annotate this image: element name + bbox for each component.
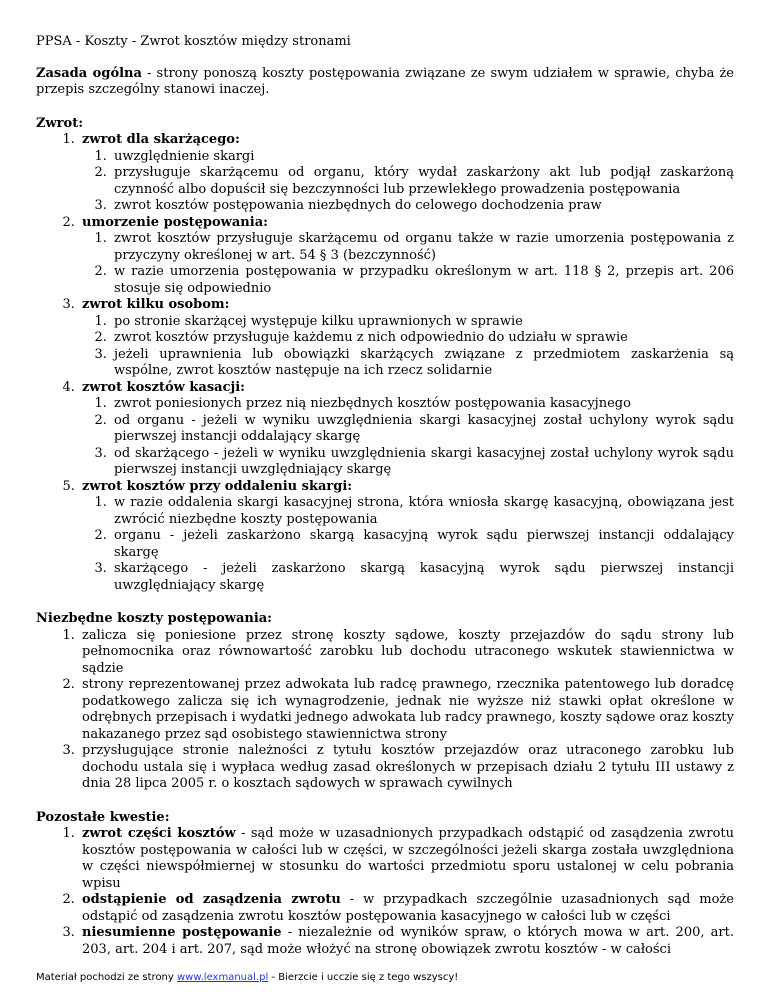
section-zwrot (36, 116, 734, 595)
sub-list (82, 495, 734, 594)
sub-list (82, 314, 734, 380)
sub-list (82, 231, 734, 297)
sub-list-item: 1. uwzględnienie skargi (111, 149, 734, 166)
document-page (36, 34, 734, 975)
pozostale-list (36, 826, 734, 958)
list-item-title: zwrot kosztów przy oddaleniu skargi: (82, 478, 353, 494)
intro-label: Zasada ogólna (36, 65, 142, 81)
list-item-title: zwrot dla skarżącego: (82, 132, 240, 147)
section-heading: Pozostałe kwestie: (36, 809, 170, 825)
sub-list-item: 2. od organu - jeżeli w wyniku uwzględnienia skargi kasacyjnej został uchylony wyrok sądu pierwszej instancji oddalający skargę (111, 413, 734, 446)
niezbedne-list (36, 628, 734, 793)
list-item: 1. zalicza się poniesione przez stronę koszty sądowe, koszty przejazdów do sądu strony lub pełnomocnika oraz równowartość zarobku lub dochodu utraconego wskutek stawiennictwa w sądzie (79, 628, 734, 678)
sub-list-item: 1. zwrot poniesionych przez nią niezbędnych kosztów postępowania kasacyjnego (111, 396, 734, 413)
intro-text: - strony ponoszą koszty postępowania związane ze swym udziałem w sprawie, chyba że przepis szczególny stanowi inaczej. (36, 65, 735, 97)
list-item: 2. strony reprezentowanej przez adwokata lub radcę prawnego, rzecznika patentowego lub doradcę podatkowego zalicza się ich wynagrodzenie, jednak nie wyższe niż stawki opłat określone w odrębnych przepisach i wydatki jednego adwokata lub radcy prawnego, koszty sądowe oraz koszty nakazanego przez sąd osobistego stawiennictwa strony (79, 677, 734, 743)
list-item (79, 132, 734, 215)
list-item-label: niesumienne postępowanie (82, 925, 282, 940)
sub-list-item: 2. przysługuje skarżącemu od organu, który wydał zaskarżony akt lub podjął zaskarżoną czynność albo dopuścił się bezczynności lub przewlekłego prowadzenia postępowania (111, 165, 734, 198)
zwrot-list (36, 132, 734, 594)
list-item (79, 297, 734, 380)
section-heading: Zwrot: (36, 115, 84, 131)
page-title: PPSA - Koszty - Zwrot kosztów między stronami (36, 34, 351, 49)
page-footer (36, 972, 458, 984)
list-item-label: odstąpienie od zasądzenia zwrotu (82, 892, 341, 907)
footer-prefix: Materiał pochodzi ze strony (36, 972, 177, 983)
sub-list (82, 396, 734, 479)
list-item (79, 479, 734, 595)
sub-list-item: 3. jeżeli uprawnienia lub obowiązki skarżących związane z przedmiotem zaskarżenia są wspólne, zwrot kosztów następuje na ich rzecz solidarnie (111, 347, 734, 380)
list-item-title: umorzenie postępowania: (82, 214, 268, 230)
list-item-title: zwrot kilku osobom: (82, 297, 230, 312)
footer-link[interactable]: www.lexmanual.pl (177, 972, 269, 983)
sub-list-item: 2. organu - jeżeli zaskarżono skargą kasacyjną wyrok sądu pierwszej instancji oddalający skargę (111, 528, 734, 561)
footer-suffix: - Bierzcie i ucczie się z tego wszyscy! (268, 972, 459, 983)
list-item (79, 892, 734, 925)
section-heading: Niezbędne koszty postępowania: (36, 611, 272, 626)
sub-list-item: 1. w razie oddalenia skargi kasacyjnej strona, która wniosła skargę kasacyjną, obowiązana jest zwrócić niezbędne koszty postępowania (111, 495, 734, 528)
intro-paragraph (36, 66, 734, 99)
sub-list-item: 2. w razie umorzenia postępowania w przypadku określonym w art. 118 § 2, przepis art. 206 stosuje się odpowiednio (111, 264, 734, 297)
list-item (79, 215, 734, 298)
sub-list-item: 3. skarżącego - jeżeli zaskarżono skargą kasacyjną wyrok sądu pierwszej instancji uwzględniający skargę (111, 561, 734, 594)
section-niezbedne (36, 611, 734, 793)
list-item: 3. przysługujące stronie należności z tytułu kosztów przejazdów oraz utraconego zarobku lub dochodu ustala się i wypłaca według zasad określonych w przepisach działu 2 tytułu III ustawy z dnia 28 lipca 2005 r. o kosztach sądowych w sprawach cywilnych (79, 743, 734, 793)
list-item-label: zwrot części kosztów (82, 826, 236, 841)
list-item-title: zwrot kosztów kasacji: (82, 379, 245, 395)
list-item (79, 826, 734, 892)
section-pozostale (36, 810, 734, 959)
list-item-text: - niezależnie od wyników spraw, o których mowa w art. 200, art. 203, art. 204 i art. 207, sąd może włożyć na stronę obowiązek zwrotu kosztów - w całości (82, 925, 734, 957)
list-item-text: - w przypadkach szczególnie uzasadnionych sąd może odstąpić od zasądzenia zwrotu kosztów postępowania kasacyjnego w całości lub w części (82, 892, 734, 924)
sub-list-item: 1. po stronie skarżącej występuje kilku uprawnionych w sprawie (111, 314, 734, 331)
list-item (79, 380, 734, 479)
sub-list-item: 1. zwrot kosztów przysługuje skarżącemu od organu także w razie umorzenia postępowania z przyczyny określonej w art. 54 § 3 (bezczynność) (111, 231, 734, 264)
sub-list (82, 149, 734, 215)
sub-list-item: 2. zwrot kosztów przysługuje każdemu z nich odpowiednio do udziału w sprawie (111, 330, 734, 347)
sub-list-item: 3. zwrot kosztów postępowania niezbędnych do celowego dochodzenia praw (111, 198, 734, 215)
sub-list-item: 3. od skarżącego - jeżeli w wyniku uwzględnienia skargi kasacyjnej został uchylony wyrok sądu pierwszej instancji uwzględniający skargę (111, 446, 734, 479)
list-item-text: - sąd może w uzasadnionych przypadkach odstąpić od zasądzenia zwrotu kosztów postępowania w całości lub w części, w szczególności jeżeli skarga została uwzględniona w części niewspółmiernej w stosunku do wartości przedmiotu sporu ustalonej w celu pobrania wpisu (82, 826, 734, 891)
list-item (79, 925, 734, 958)
